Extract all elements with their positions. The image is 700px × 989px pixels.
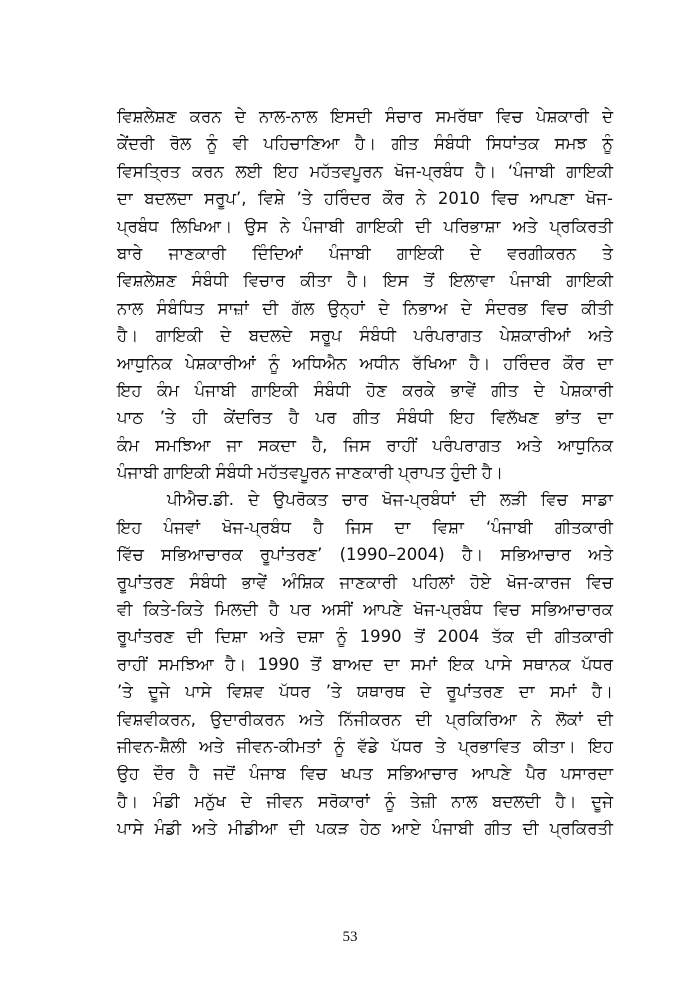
text-line: ਵਿਸਤ੍ਰਿਤ ਕਰਨ ਲਈ ਇਹ ਮਹੱਤਵਪੂਰਨ ਖੋਜ-ਪ੍ਰਬੰਧ ਹੈ। ‘ਪੰਜਾਬੀ ਗਾਇਕੀ	[117, 161, 613, 181]
text-line: ਪ੍ਰਬੰਧ ਲਿਖਿਆ। ਉਸ ਨੇ ਪੰਜਾਬੀ ਗਾਇਕੀ ਦੀ ਪਰਿਭਾਸ਼ਾ ਅਤੇ ਪ੍ਰਕਿਰਤੀ	[117, 216, 613, 236]
text-line: ਇਹ ਪੰਜਵਾਂ ਖੋਜ-ਪ੍ਰਬੰਧ ਹੈ ਜਿਸ ਦਾ ਵਿਸ਼ਾ ‘ਪੰਜਾਬੀ ਗੀਤਕਾਰੀ	[117, 517, 613, 537]
text-line: ਆਧੁਨਿਕ ਪੇਸ਼ਕਾਰੀਆਂ ਨੂੰ ਅਧਿਐਨ ਅਧੀਨ ਰੱਖਿਆ ਹੈ। ਹਰਿੰਦਰ ਕੌਰ ਦਾ	[117, 353, 613, 373]
text-line: ਵਿਸ਼ਲੇਸ਼ਣ ਕਰਨ ਦੇ ਨਾਲ-ਨਾਲ ਇਸਦੀ ਸੰਚਾਰ ਸਮਰੱਥਾ ਵਿਚ ਪੇਸ਼ਕਾਰੀ ਦੇ	[117, 107, 613, 126]
text-line: ਰੂਪਾਂਤਰਣ ਸੰਬੰਧੀ ਭਾਵੇਂ ਅੰਸ਼ਿਕ ਜਾਣਕਾਰੀ ਪਹਿਲਾਂ ਹੋਏ ਖੋਜ-ਕਾਰਜ ਵਿਚ	[117, 572, 613, 592]
paragraph-1	[117, 103, 613, 486]
text-line: ਵਿੱਚ ਸਭਿਆਚਾਰਕ ਰੂਪਾਂਤਰਣ’ (1990–2004) ਹੈ। ਸਭਿਆਚਾਰ ਅਤੇ	[117, 545, 613, 565]
text-line: ਵਿਸ਼ਵੀਕਰਨ, ਉਦਾਰੀਕਰਨ ਅਤੇ ਨਿੱਜੀਕਰਨ ਦੀ ਪ੍ਰਕਿਰਿਆ ਨੇ ਲੋਕਾਂ ਦੀ	[117, 709, 613, 729]
text-line: ਪੀਐਚ.ਡੀ. ਦੇ ਉਪਰੋਕਤ ਚਾਰ ਖੋਜ-ਪ੍ਰਬੰਧਾਂ ਦੀ ਲੜੀ ਵਿਚ ਸਾਡਾ	[167, 490, 613, 510]
text-line: ਹੈ। ਮੰਡੀ ਮਨੁੱਖ ਦੇ ਜੀਵਨ ਸਰੋਕਾਰਾਂ ਨੂੰ ਤੇਜ਼ੀ ਨਾਲ ਬਦਲਦੀ ਹੈ। ਦੂਜੇ	[117, 791, 613, 811]
body-text	[117, 103, 613, 843]
text-line: ਪੰਜਾਬੀ ਗਾਇਕੀ ਸੰਬੰਧੀ ਮਹੱਤਵਪੂਰਨ ਜਾਣਕਾਰੀ ਪ੍ਰਾਪਤ ਹੁੰਦੀ ਹੈ।	[117, 463, 504, 483]
paragraph-2	[117, 486, 613, 842]
text-line: ਹੈ। ਗਾਇਕੀ ਦੇ ਬਦਲਦੇ ਸਰੂਪ ਸੰਬੰਧੀ ਪਰੰਪਰਾਗਤ ਪੇਸ਼ਕਾਰੀਆਂ ਅਤੇ	[117, 326, 613, 346]
page-number: 53	[342, 929, 358, 945]
text-line: ਰੂਪਾਂਤਰਣ ਦੀ ਦਿਸ਼ਾ ਅਤੇ ਦਸ਼ਾ ਨੂੰ 1990 ਤੋਂ 2004 ਤੱਕ ਦੀ ਗੀਤਕਾਰੀ	[117, 627, 613, 647]
text-line: ਦਾ ਬਦਲਦਾ ਸਰੂਪ’, ਵਿਸ਼ੇ ’ਤੇ ਹਰਿੰਦਰ ਕੌਰ ਨੇ 2010 ਵਿਚ ਆਪਣਾ ਖੋਜ-	[117, 189, 613, 209]
text-line: ਨਾਲ ਸੰਬੰਧਿਤ ਸਾਜ਼ਾਂ ਦੀ ਗੱਲ ਉਨ੍ਹਾਂ ਦੇ ਨਿਭਾਅ ਦੇ ਸੰਦਰਭ ਵਿਚ ਕੀਤੀ	[117, 298, 613, 318]
text-line: ਬਾਰੇ ਜਾਣਕਾਰੀ ਦਿੰਦਿਆਂ ਪੰਜਾਬੀ ਗਾਇਕੀ ਦੇ ਵਰਗੀਕਰਨ ਤੇ	[117, 243, 613, 263]
text-line: ਇਹ ਕੰਮ ਪੰਜਾਬੀ ਗਾਇਕੀ ਸੰਬੰਧੀ ਹੋਣ ਕਰਕੇ ਭਾਵੇਂ ਗੀਤ ਦੇ ਪੇਸ਼ਕਾਰੀ	[117, 380, 613, 400]
text-line: ਰਾਹੀਂ ਸਮਝਿਆ ਹੈ। 1990 ਤੋਂ ਬਾਅਦ ਦਾ ਸਮਾਂ ਇਕ ਪਾਸੇ ਸਥਾਨਕ ਪੱਧਰ	[117, 654, 613, 674]
text-line: ਪਾਠ ’ਤੇ ਹੀ ਕੇਂਦਰਿਤ ਹੈ ਪਰ ਗੀਤ ਸੰਬੰਧੀ ਇਹ ਵਿਲੱਖਣ ਭਾਂਤ ਦਾ	[117, 408, 613, 428]
text-line: ਵਿਸ਼ਲੇਸ਼ਣ ਸੰਬੰਧੀ ਵਿਚਾਰ ਕੀਤਾ ਹੈ। ਇਸ ਤੋਂ ਇਲਾਵਾ ਪੰਜਾਬੀ ਗਾਇਕੀ	[117, 271, 613, 291]
text-line: ਕੰਮ ਸਮਝਿਆ ਜਾ ਸਕਦਾ ਹੈ, ਜਿਸ ਰਾਹੀਂ ਪਰੰਪਰਾਗਤ ਅਤੇ ਆਧੁਨਿਕ	[117, 435, 613, 455]
text-line: ’ਤੇ ਦੂਜੇ ਪਾਸੇ ਵਿਸ਼ਵ ਪੱਧਰ ’ਤੇ ਯਥਾਰਥ ਦੇ ਰੂਪਾਂਤਰਣ ਦਾ ਸਮਾਂ ਹੈ।	[117, 682, 613, 702]
text-line: ਜੀਵਨ-ਸ਼ੈਲੀ ਅਤੇ ਜੀਵਨ-ਕੀਮਤਾਂ ਨੂੰ ਵੱਡੇ ਪੱਧਰ ਤੇ ਪ੍ਰਭਾਵਿਤ ਕੀਤਾ। ਇਹ	[117, 736, 613, 756]
text-line: ਉਹ ਦੌਰ ਹੈ ਜਦੋਂ ਪੰਜਾਬ ਵਿਚ ਖਪਤ ਸਭਿਆਚਾਰ ਆਪਣੇ ਪੈਰ ਪਸਾਰਦਾ	[117, 764, 613, 784]
text-line: ਪਾਸੇ ਮੰਡੀ ਅਤੇ ਮੀਡੀਆ ਦੀ ਪਕੜ ਹੇਠ ਆਏ ਪੰਜਾਬੀ ਗੀਤ ਦੀ ਪ੍ਰਕਿਰਤੀ	[117, 819, 613, 839]
text-line: ਕੇਂਦਰੀ ਰੋਲ ਨੂੰ ਵੀ ਪਹਿਚਾਣਿਆ ਹੈ। ਗੀਤ ਸੰਬੰਧੀ ਸਿਧਾਂਤਕ ਸਮਝ ਨੂੰ	[117, 134, 613, 154]
text-line: ਵੀ ਕਿਤੇ-ਕਿਤੇ ਮਿਲਦੀ ਹੈ ਪਰ ਅਸੀਂ ਆਪਣੇ ਖੋਜ-ਪ੍ਰਬੰਧ ਵਿਚ ਸਭਿਆਚਾਰਕ	[117, 600, 613, 620]
